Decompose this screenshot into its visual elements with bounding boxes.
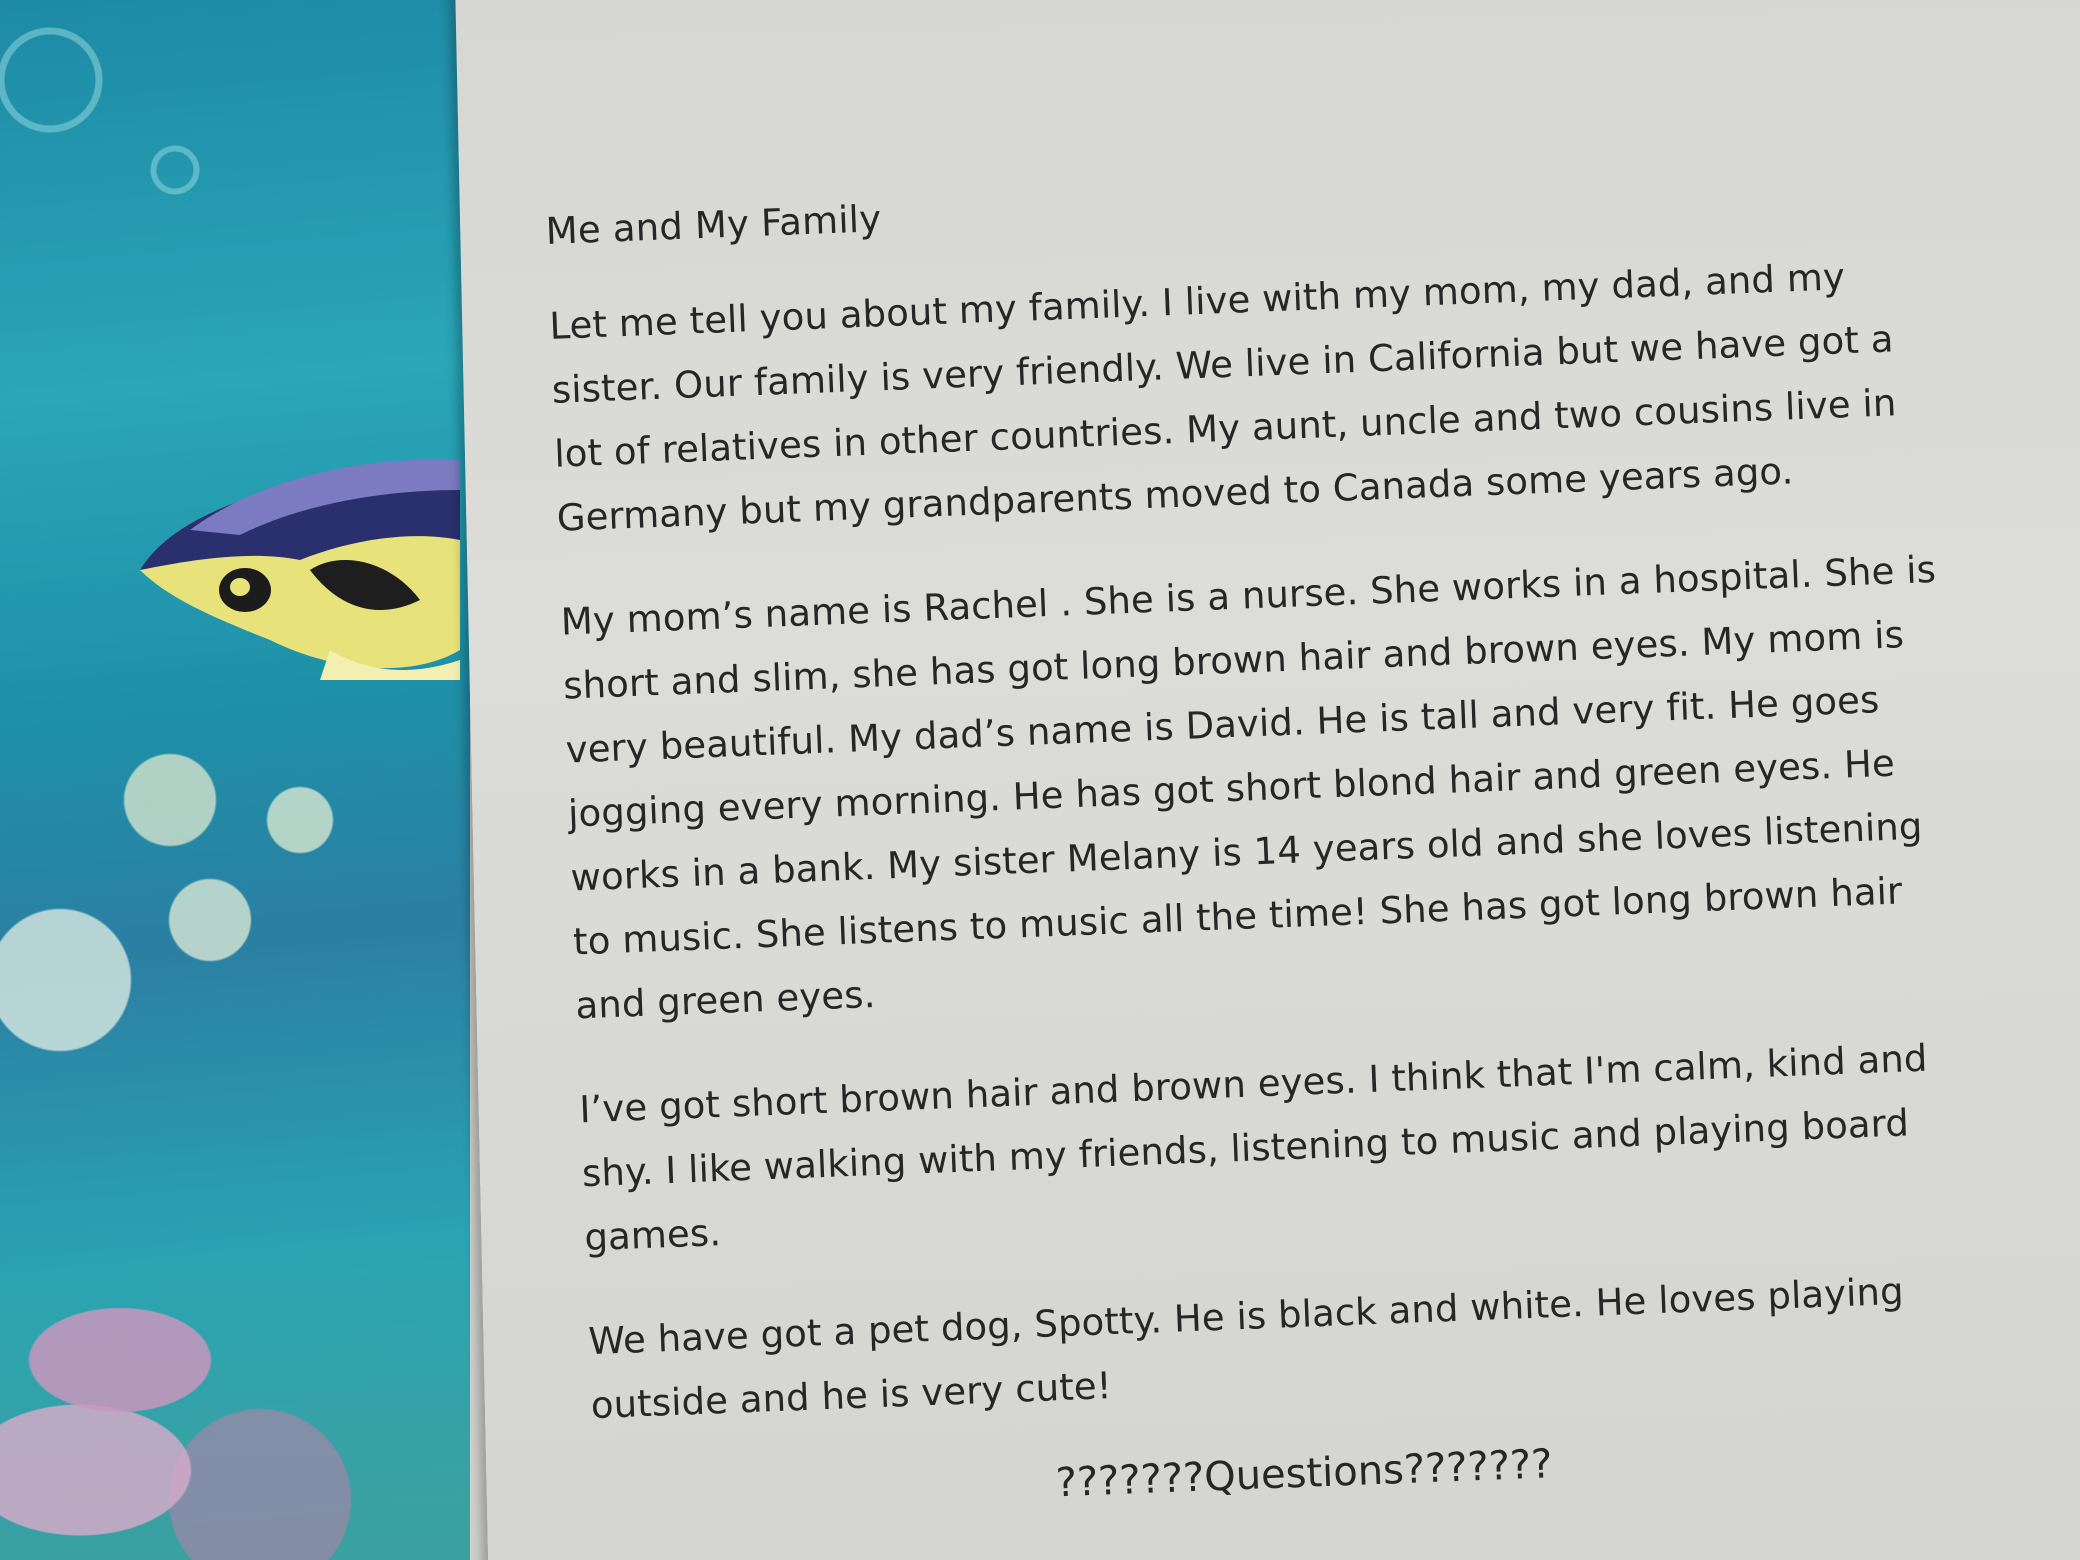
coral-illustration [0,1240,470,1560]
fish-illustration [130,450,460,680]
document-text [545,157,1984,1524]
paragraph-family-intro: Let me tell you about my family. I live with my mom, my dad, and my sister. Our family is very friendly. We live in California but we have got a lot of relatives in other countries. My aunt, uncle and two cousins live in Germany but my grandparents moved to Canada some years ago. [548,255,1898,540]
questions-heading: ???????Questions??????? [1054,1441,1554,1507]
paragraph-pet-dog: We have got a pet dog, Spotty. He is black and white. He loves playing outside and he is very cute! [587,1269,1905,1428]
folder-background [0,0,470,1560]
document-title: Me and My Family [545,197,883,253]
paragraph-about-me: I’ve got short brown hair and brown eyes. I think that I'm calm, kind and shy. I like walking with my friends, listening to music and playing board games. [578,1036,1929,1260]
paragraph-parents-sister: My mom’s name is Rachel . She is a nurse. She works in a hospital. She is short and slim, she has got long brown hair and brown eyes. My mom is very beautiful. My dad’s name is David. He is tall and very fit. He goes jogging every morning. He has got short blond hair and green eyes. He works in a bank. My sister Melany is 14 years old and she loves listening to music. She listens to music all the time! She has got long brown hair and green eyes. [560,547,1937,1028]
